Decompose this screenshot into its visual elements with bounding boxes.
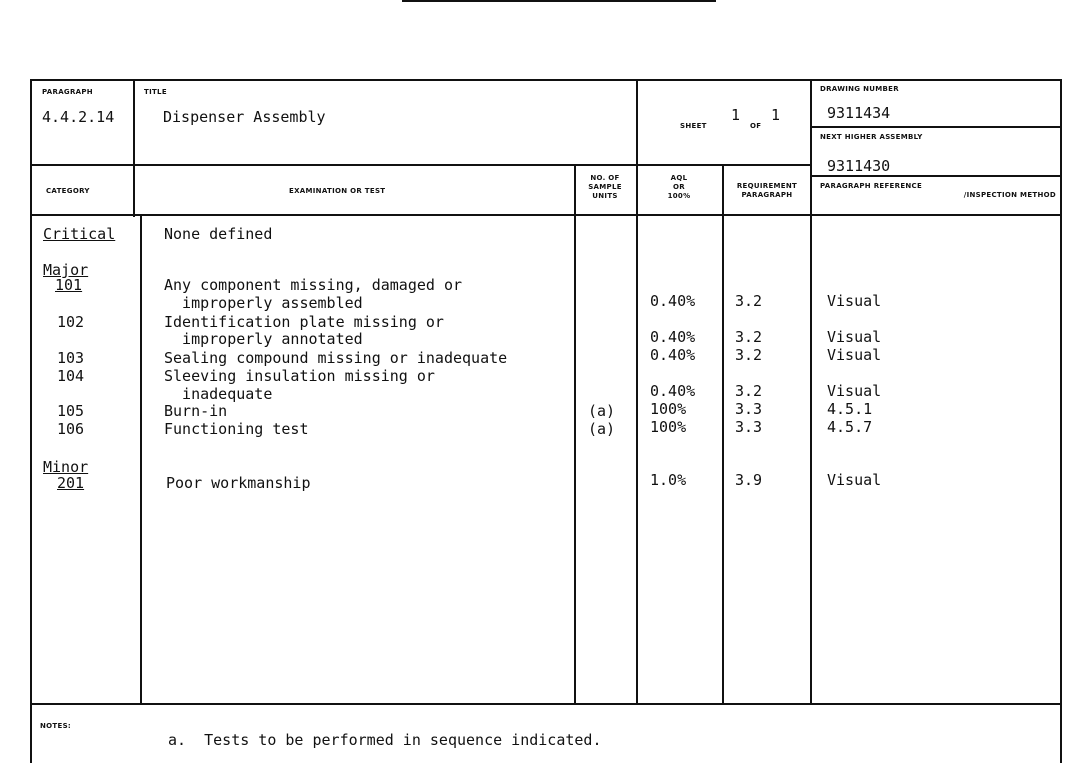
row-104-desc-2: inadequate xyxy=(164,385,273,403)
aql-col-line xyxy=(722,164,724,704)
row-106-code: 106 xyxy=(57,420,85,438)
top-rule xyxy=(402,0,716,2)
row-104-req: 3.2 xyxy=(735,382,763,400)
note-a: a. Tests to be performed in sequence indicated. xyxy=(168,731,602,749)
row-102-desc-1: Identification plate missing or xyxy=(164,313,444,331)
aql-header-line3: 100% xyxy=(667,192,691,200)
drawing-number-label: DRAWING NUMBER xyxy=(820,85,899,93)
row-105-aql: 100% xyxy=(650,400,687,418)
exam-header: EXAMINATION OR TEST xyxy=(289,187,386,195)
frame-top xyxy=(30,79,1062,81)
sample-header-line1: NO. OF xyxy=(590,174,620,182)
row-103-code: 103 xyxy=(57,349,85,367)
row-101-desc-2: improperly assembled xyxy=(164,294,363,312)
paragraph-value: 4.4.2.14 xyxy=(42,108,115,126)
sample-header-line2: SAMPLE xyxy=(588,183,622,191)
paragraph-label: PARAGRAPH xyxy=(42,88,93,96)
nha-divider xyxy=(810,175,1062,177)
drawing-number-value: 9311434 xyxy=(827,104,891,122)
row-102-method: Visual xyxy=(827,328,882,346)
row-104-aql: 0.40% xyxy=(650,382,696,400)
title-label: TITLE xyxy=(144,88,167,96)
frame-left xyxy=(30,79,32,763)
sample-header-line3: UNITS xyxy=(592,192,618,200)
row-102-desc-2: improperly annotated xyxy=(164,330,363,348)
drawing-divider xyxy=(810,126,1062,128)
row-101-code: 101 xyxy=(55,276,83,294)
sheet-total: 1 xyxy=(771,106,781,124)
row-201-desc-1: Poor workmanship xyxy=(166,474,311,492)
notes-label: NOTES: xyxy=(40,722,72,730)
reference-header xyxy=(820,182,1056,200)
row-105-sample: (a) xyxy=(588,402,616,420)
row-105-req: 3.3 xyxy=(735,400,763,418)
paragraph-col-line xyxy=(133,79,135,217)
sheet-number: 1 xyxy=(731,106,741,124)
row-101-req: 3.2 xyxy=(735,292,763,310)
category-critical: Critical xyxy=(43,225,116,243)
reference-header-line1: PARAGRAPH REFERENCE xyxy=(820,182,923,190)
row-105-desc-1: Burn-in xyxy=(164,402,228,420)
row-201-code: 201 xyxy=(57,474,85,492)
aql-header-line2: OR xyxy=(673,183,685,191)
column-header-divider xyxy=(30,214,1062,216)
row-106-method: 4.5.7 xyxy=(827,418,873,436)
row-103-method: Visual xyxy=(827,346,882,364)
req-col-line xyxy=(810,79,812,704)
next-higher-assembly-label: NEXT HIGHER ASSEMBLY xyxy=(820,133,923,141)
title-value: Dispenser Assembly xyxy=(163,108,326,126)
of-label: OF xyxy=(750,122,762,130)
row-103-desc-1: Sealing compound missing or inadequate xyxy=(164,349,508,367)
reference-header-line2: /INSPECTION METHOD xyxy=(963,191,1056,199)
row-102-code: 102 xyxy=(57,313,85,331)
row-104-desc-1: Sleeving insulation missing or xyxy=(164,367,435,385)
row-105-code: 105 xyxy=(57,402,85,420)
frame-right xyxy=(1060,79,1062,763)
sample-col-line xyxy=(636,79,638,704)
row-104-code: 104 xyxy=(57,367,85,385)
aql-header-line1: AQL xyxy=(670,174,688,182)
row-101-method: Visual xyxy=(827,292,882,310)
header-divider xyxy=(30,164,810,166)
req-header-line1: REQUIREMENT xyxy=(736,182,798,190)
aql-header xyxy=(638,174,720,201)
row-201-method: Visual xyxy=(827,471,882,489)
category-header: CATEGORY xyxy=(46,187,90,195)
row-101-desc-1: Any component missing, damaged or xyxy=(164,276,463,294)
category-minor: Minor xyxy=(43,458,89,476)
row-104-method: Visual xyxy=(827,382,882,400)
req-header xyxy=(724,182,810,200)
next-higher-assembly-value: 9311430 xyxy=(827,157,891,175)
sheet-label: SHEET xyxy=(680,122,707,130)
row-101-aql: 0.40% xyxy=(650,292,696,310)
row-106-sample: (a) xyxy=(588,420,616,438)
notes-divider xyxy=(30,703,1062,705)
exam-col-line xyxy=(574,164,576,704)
category-col-line xyxy=(140,214,142,704)
req-header-line2: PARAGRAPH xyxy=(741,191,793,199)
row-102-aql: 0.40% xyxy=(650,328,696,346)
row-103-aql: 0.40% xyxy=(650,346,696,364)
critical-description: None defined xyxy=(164,225,273,243)
row-201-req: 3.9 xyxy=(735,471,763,489)
row-105-method: 4.5.1 xyxy=(827,400,873,418)
row-106-req: 3.3 xyxy=(735,418,763,436)
category-major: Major xyxy=(43,261,89,279)
row-106-desc-1: Functioning test xyxy=(164,420,309,438)
row-201-aql: 1.0% xyxy=(650,471,687,489)
row-106-aql: 100% xyxy=(650,418,687,436)
sample-header xyxy=(576,174,634,201)
row-102-req: 3.2 xyxy=(735,328,763,346)
row-103-req: 3.2 xyxy=(735,346,763,364)
